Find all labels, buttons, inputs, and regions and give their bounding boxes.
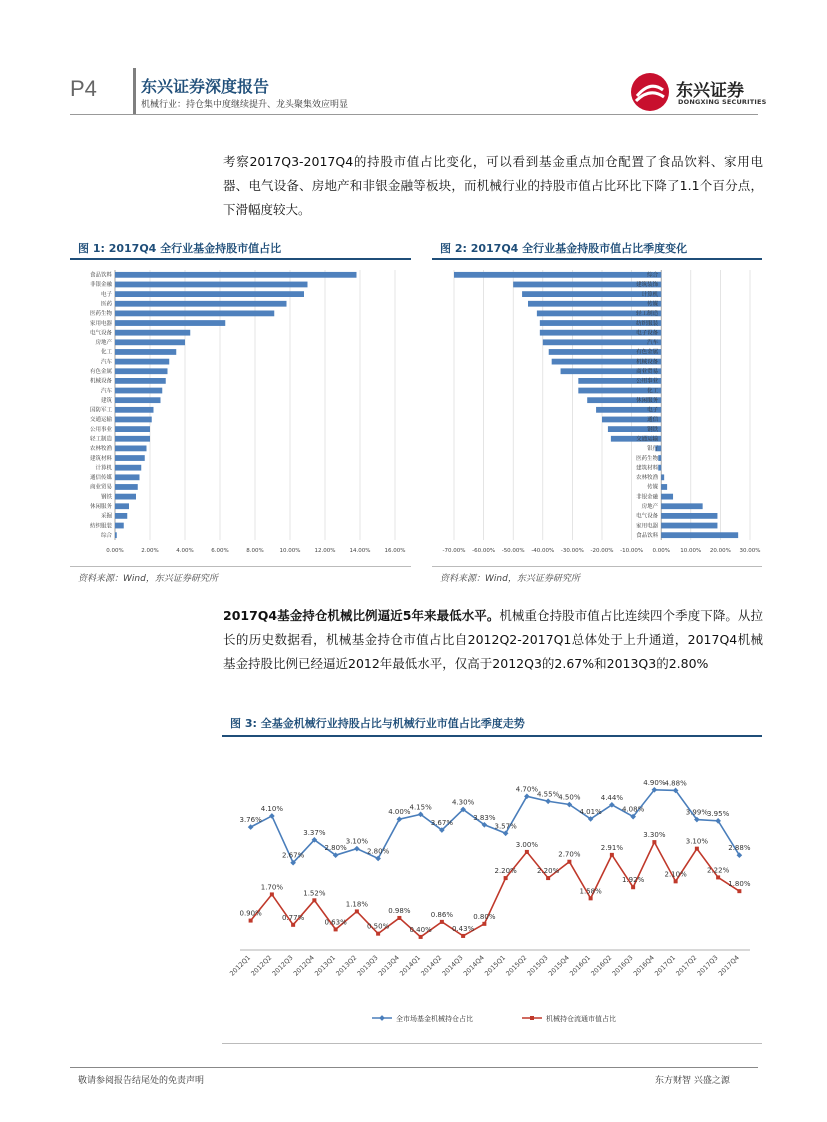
fig1-category-label: 交通运输 <box>89 417 112 424</box>
fig2-category-label: 银行 <box>647 446 659 453</box>
fig3-point <box>482 922 486 926</box>
fig1-category-label: 采掘 <box>100 513 112 520</box>
fig3-data-label: 3.10% <box>345 837 368 846</box>
logo-english: DONGXING SECURITIES <box>678 98 767 106</box>
fig2-category-label: 汽车 <box>647 340 659 347</box>
fig3-data-label: 4.90% <box>643 778 666 787</box>
fig3-x-tick-label: 2017Q1 <box>653 953 678 978</box>
figure2-title: 图 2: 2017Q4 全行业基金持股市值占比季度变化 <box>440 242 688 255</box>
fig3-data-label: 4.10% <box>260 804 283 813</box>
fig3-x-tick-label: 2014Q2 <box>419 953 444 978</box>
fig3-data-label: 3.30% <box>643 831 666 840</box>
fig3-data-label: 0.86% <box>430 910 453 919</box>
intro-paragraph: 考察2017Q3-2017Q4的持股市值占比变化，可以看到基金重点加仓配置了食品饮料、家用电器、电气设备、房地产和非银金融等板块，而机械行业的持股市值占比环比下降了1.1个百分点，下滑幅度较大。 <box>223 154 763 217</box>
fig3-data-label: 1.92% <box>622 876 645 885</box>
section-text: 机械重仓持股市值占比连续四个季度下降。从拉长的历史数据看，机械基金持仓市值占比自2012Q2-2017Q1总体处于上升通道，2017Q4机械基金持股比例已经逼近2012年最低水平，仅高于2012Q3的2.67%和2013Q3的2.80% <box>223 608 763 671</box>
fig3-x-tick-label: 2016Q2 <box>589 953 614 978</box>
fig1-bar <box>115 532 117 538</box>
fig3-point <box>631 885 635 889</box>
figure2-bottom-rule <box>432 566 762 567</box>
fig2-tick-label: -30.00% <box>560 548 584 554</box>
fig2-category-label: 钢铁 <box>647 426 659 433</box>
figure3-bottom-rule <box>222 1043 762 1044</box>
fig2-bar <box>454 272 661 278</box>
fig1-category-label: 汽车 <box>100 359 112 366</box>
fig3-data-label: 0.98% <box>388 906 411 915</box>
fig3-data-label: 4.30% <box>452 798 475 807</box>
fig1-bar <box>115 436 150 442</box>
fig3-data-label: 1.70% <box>260 883 283 892</box>
header-divider <box>133 68 136 114</box>
figure3-chart <box>222 740 762 1040</box>
fig1-category-label: 计算机 <box>95 465 112 472</box>
fig3-legend-marker <box>530 1016 534 1020</box>
figure2-rule <box>432 258 762 260</box>
fig2-category-label: 家用电器 <box>636 523 659 530</box>
fig2-tick-label: 0.00% <box>652 548 670 554</box>
fig2-tick-label: -50.00% <box>501 548 525 554</box>
fig2-category-label: 建筑材料 <box>636 465 659 472</box>
fig1-tick-label: 2.00% <box>141 548 159 554</box>
fig3-x-tick-label: 2013Q3 <box>355 953 380 978</box>
page-number: P4 <box>70 76 97 101</box>
fig3-point <box>567 860 571 864</box>
fig2-bar <box>522 291 661 297</box>
fig3-x-tick-label: 2014Q4 <box>461 953 486 978</box>
fig2-bar <box>658 465 661 471</box>
fig3-data-label: 0.80% <box>473 912 496 921</box>
fig1-category-label: 农林牧渔 <box>89 446 112 453</box>
fig3-data-label: 2.20% <box>494 867 517 876</box>
fig1-bar <box>115 388 162 394</box>
fig2-category-label: 传媒 <box>647 301 659 308</box>
fig2-bar <box>661 474 664 480</box>
fig3-data-label: 4.08% <box>622 805 645 814</box>
fig3-x-tick-label: 2017Q2 <box>674 953 699 978</box>
fig2-bar <box>661 484 667 490</box>
fig3-x-tick-label: 2015Q1 <box>483 953 508 978</box>
figure1-title: 图 1: 2017Q4 全行业基金持股市值占比 <box>78 242 282 255</box>
fig1-tick-label: 16.00% <box>384 548 406 554</box>
fig3-x-tick-label: 2013Q2 <box>334 953 359 978</box>
fig3-data-label: 2.80% <box>367 847 390 856</box>
fig1-bar <box>115 417 152 423</box>
fig1-bar <box>115 397 161 403</box>
fig1-bar <box>115 349 176 355</box>
fig3-x-tick-label: 2014Q3 <box>440 953 465 978</box>
fig3-x-tick-label: 2012Q4 <box>291 953 316 978</box>
fig3-data-label: 2.67% <box>282 851 305 860</box>
fig3-data-label: 3.83% <box>473 813 496 822</box>
fig3-x-tick-label: 2015Q4 <box>546 953 571 978</box>
fig3-data-label: 3.95% <box>707 809 730 818</box>
fig1-category-label: 医药 <box>100 301 112 308</box>
fig3-x-tick-label: 2016Q4 <box>631 953 656 978</box>
fig3-point <box>376 932 380 936</box>
fig3-data-label: 1.18% <box>345 900 368 909</box>
fig3-point <box>674 879 678 883</box>
fig3-data-label: 2.91% <box>600 843 623 852</box>
fig2-tick-label: -40.00% <box>531 548 555 554</box>
fig2-category-label: 电子设备 <box>636 330 659 337</box>
fig3-data-label: 2.70% <box>558 850 581 859</box>
fig3-point <box>440 920 444 924</box>
fig2-category-label: 农林牧渔 <box>636 475 659 482</box>
fig2-tick-label: 30.00% <box>739 548 761 554</box>
fig3-data-label: 0.43% <box>452 924 475 933</box>
fig3-point <box>355 909 359 913</box>
fig1-category-label: 家用电器 <box>89 320 112 327</box>
fig3-data-label: 3.76% <box>239 816 262 825</box>
fig1-bar <box>115 446 147 452</box>
fig1-tick-label: 10.00% <box>279 548 301 554</box>
fig3-data-label: 1.52% <box>303 889 326 898</box>
fig1-tick-label: 0.00% <box>106 548 124 554</box>
fig1-bar <box>115 513 127 519</box>
fig3-point <box>249 919 253 923</box>
fig3-point <box>504 876 508 880</box>
fig3-data-label: 3.00% <box>515 840 538 849</box>
fig1-bar <box>115 311 274 317</box>
fig3-data-label: 2.22% <box>707 866 730 875</box>
fig3-data-label: 0.77% <box>282 913 305 922</box>
fig1-bar <box>115 455 145 461</box>
fig3-data-label: 4.15% <box>409 803 432 812</box>
fig1-bar <box>115 474 140 480</box>
figure3-title: 图 3: 全基金机械行业持股占比与机械行业市值占比季度走势 <box>230 717 525 730</box>
fig3-data-label: 0.63% <box>324 918 347 927</box>
fig2-category-label: 纺织服装 <box>636 320 659 327</box>
fig3-x-tick-label: 2012Q1 <box>228 953 253 978</box>
fig3-x-tick-label: 2012Q2 <box>249 953 274 978</box>
fig3-data-label: 2.20% <box>537 867 560 876</box>
fig1-bar <box>115 272 357 278</box>
fig3-x-tick-label: 2013Q4 <box>376 953 401 978</box>
fig3-data-label: 2.88% <box>728 844 751 853</box>
fig2-tick-label: -70.00% <box>442 548 466 554</box>
fig3-point <box>525 850 529 854</box>
section-paragraph <box>223 604 763 676</box>
fig2-bar <box>661 513 717 519</box>
fig1-category-label: 机械设备 <box>89 378 112 385</box>
fig2-category-label: 综合 <box>647 272 659 279</box>
fig1-category-label: 汽车 <box>100 388 112 395</box>
fig2-category-label: 电气设备 <box>636 513 659 520</box>
fig3-point <box>695 847 699 851</box>
fig2-category-label: 休闲服务 <box>636 397 659 404</box>
fig3-x-tick-label: 2014Q1 <box>398 953 423 978</box>
fig1-category-label: 公用事业 <box>89 426 112 433</box>
fig2-category-label: 非银金融 <box>636 494 659 501</box>
fig2-category-label: 机械设备 <box>636 359 659 366</box>
fig2-bar <box>661 523 717 529</box>
footer-disclaimer: 敬请参阅报告结尾处的免责声明 <box>78 1076 205 1086</box>
fig2-category-label: 传媒 <box>647 484 659 491</box>
fig1-bar <box>115 339 185 345</box>
fig3-data-label: 4.55% <box>537 790 560 799</box>
fig2-category-label: 食品饮料 <box>636 532 659 539</box>
figure2-source: 资料来源：Wind，东兴证券研究所 <box>440 574 580 584</box>
fig3-point <box>545 798 551 804</box>
fig2-category-label: 化工 <box>647 388 659 395</box>
figure2-chart <box>432 262 762 562</box>
fig3-data-label: 3.67% <box>430 819 453 828</box>
fig3-data-label: 4.50% <box>558 793 581 802</box>
fig2-bar <box>528 301 661 307</box>
fig3-data-label: 1.58% <box>579 887 602 896</box>
fig3-point <box>291 923 295 927</box>
fig3-x-tick-label: 2017Q3 <box>695 953 720 978</box>
fig1-category-label: 轻工制造 <box>89 436 112 443</box>
fig2-tick-label: -60.00% <box>472 548 496 554</box>
fig1-category-label: 医药生物 <box>89 311 112 318</box>
fig3-data-label: 0.90% <box>239 909 262 918</box>
fig1-bar <box>115 484 138 490</box>
fig1-bar <box>115 407 154 413</box>
fig1-category-label: 食品饮料 <box>89 272 112 279</box>
fig1-bar <box>115 368 168 374</box>
fig1-category-label: 建筑 <box>100 397 112 404</box>
fig3-point <box>716 875 720 879</box>
section-bold-lead: 2017Q4基金持仓机械比例逼近5年来最低水平。 <box>223 608 500 623</box>
fig2-tick-label: -20.00% <box>590 548 614 554</box>
fig3-point <box>334 927 338 931</box>
fig1-tick-label: 4.00% <box>176 548 194 554</box>
fig1-bar <box>115 523 124 529</box>
fig3-x-tick-label: 2016Q3 <box>610 953 635 978</box>
fig3-data-label: 3.10% <box>685 837 708 846</box>
figure1-bottom-rule <box>70 566 411 567</box>
report-brand: 东兴证券深度报告 <box>141 77 270 96</box>
fig2-category-label: 有色金属 <box>636 349 659 356</box>
fig2-bar <box>661 532 738 538</box>
fig3-x-tick-label: 2015Q3 <box>525 953 550 978</box>
fig1-bar <box>115 378 166 384</box>
fig2-bar <box>543 339 661 345</box>
fig1-category-label: 休闲服务 <box>89 503 112 510</box>
fig3-data-label: 4.00% <box>388 808 411 817</box>
fig2-category-label: 计算机 <box>641 291 659 298</box>
fig3-point <box>546 876 550 880</box>
fig2-tick-label: 10.00% <box>680 548 702 554</box>
fig1-category-label: 有色金属 <box>89 368 112 375</box>
fig1-category-label: 钢铁 <box>100 494 112 501</box>
fig1-bar <box>115 320 225 326</box>
fig1-tick-label: 8.00% <box>246 548 264 554</box>
fig1-tick-label: 14.00% <box>349 548 371 554</box>
fig3-data-label: 0.50% <box>367 922 390 931</box>
fig2-category-label: 医药生物 <box>636 455 659 462</box>
fig3-point <box>589 896 593 900</box>
fig3-x-tick-label: 2012Q3 <box>270 953 295 978</box>
header-rule <box>70 114 758 115</box>
fig1-category-label: 电气设备 <box>89 330 112 337</box>
fig1-category-label: 通信传媒 <box>89 475 112 482</box>
fig1-bar <box>115 291 304 297</box>
fig1-category-label: 国防军工 <box>89 407 112 414</box>
fig1-tick-label: 12.00% <box>314 548 336 554</box>
fig3-data-label: 4.01% <box>579 807 602 816</box>
fig1-tick-label: 6.00% <box>211 548 229 554</box>
fig2-category-label: 轻工制造 <box>636 311 659 318</box>
fig3-point <box>248 824 254 830</box>
fig3-data-label: 3.57% <box>494 822 517 831</box>
fig3-data-label: 3.99% <box>685 808 708 817</box>
fig2-category-label: 房地产 <box>641 503 659 510</box>
report-subtitle: 机械行业：持仓集中度继续提升、龙头聚集效应明显 <box>141 100 349 110</box>
fig1-category-label: 商业贸易 <box>89 484 112 491</box>
fig1-bar <box>115 465 141 471</box>
fig3-data-label: 0.40% <box>409 925 432 934</box>
fig2-category-label: 交通运输 <box>636 436 659 443</box>
fig3-point <box>461 934 465 938</box>
fig1-bar <box>115 503 129 509</box>
fig1-category-label: 综合 <box>100 532 112 539</box>
fig3-legend-label: 全市场基金机械持仓占比 <box>396 1015 473 1023</box>
figure1-chart <box>70 262 411 562</box>
fig1-bar <box>115 330 190 336</box>
fig1-category-label: 纺织服装 <box>89 523 112 530</box>
logo-text: 东兴证券 <box>676 81 744 101</box>
fig3-data-label: 2.80% <box>324 844 347 853</box>
fig1-category-label: 化工 <box>100 349 112 356</box>
fig3-data-label: 4.44% <box>600 793 623 802</box>
fig3-point <box>312 898 316 902</box>
fig3-point <box>269 813 275 819</box>
fig3-data-label: 4.70% <box>515 785 538 794</box>
fig3-legend-marker <box>379 1015 385 1021</box>
figure3-rule <box>222 735 762 737</box>
fig1-category-label: 房地产 <box>95 340 112 347</box>
fig1-bar <box>115 359 169 365</box>
footer-rule <box>70 1067 758 1068</box>
fig3-x-tick-label: 2017Q4 <box>716 953 741 978</box>
fig1-bar <box>115 494 136 500</box>
fig3-point <box>270 892 274 896</box>
fig2-category-label: 通信 <box>647 417 659 424</box>
fig3-point <box>397 916 401 920</box>
fig2-category-label: 公用事业 <box>636 378 659 385</box>
fig1-category-label: 建筑材料 <box>89 455 112 462</box>
fig3-x-tick-label: 2013Q1 <box>313 953 338 978</box>
fig3-data-label: 2.10% <box>664 870 687 879</box>
fig2-bar <box>658 455 661 461</box>
fig3-x-tick-label: 2015Q2 <box>504 953 529 978</box>
fig3-data-label: 3.37% <box>303 828 326 837</box>
fig3-point <box>652 840 656 844</box>
fig2-category-label: 商业贸易 <box>636 368 659 375</box>
fig2-tick-label: 20.00% <box>709 548 731 554</box>
fig1-bar <box>115 301 287 307</box>
fig3-point <box>737 889 741 893</box>
fig3-legend-label: 机械持仓流通市值占比 <box>546 1015 616 1023</box>
figure1-source: 资料来源：Wind，东兴证券研究所 <box>78 574 218 584</box>
fig1-category-label: 电子 <box>100 291 112 298</box>
fig2-category-label: 建筑装饰 <box>636 282 659 289</box>
fig2-tick-label: -10.00% <box>620 548 644 554</box>
fig3-point <box>419 935 423 939</box>
fig3-point <box>354 846 360 852</box>
fig2-bar <box>661 494 673 500</box>
figure1-rule <box>70 258 411 260</box>
fig3-data-label: 4.88% <box>664 779 687 788</box>
fig3-point <box>610 853 614 857</box>
fig1-bar <box>115 426 150 432</box>
fig3-x-tick-label: 2016Q1 <box>568 953 593 978</box>
footer-slogan: 东方财智 兴盛之源 <box>655 1076 730 1086</box>
fig1-bar <box>115 282 308 288</box>
fig3-data-label: 1.80% <box>728 880 751 889</box>
fig2-category-label: 电子 <box>647 407 659 414</box>
fig1-category-label: 非银金融 <box>89 282 112 289</box>
fig2-bar <box>661 503 702 509</box>
